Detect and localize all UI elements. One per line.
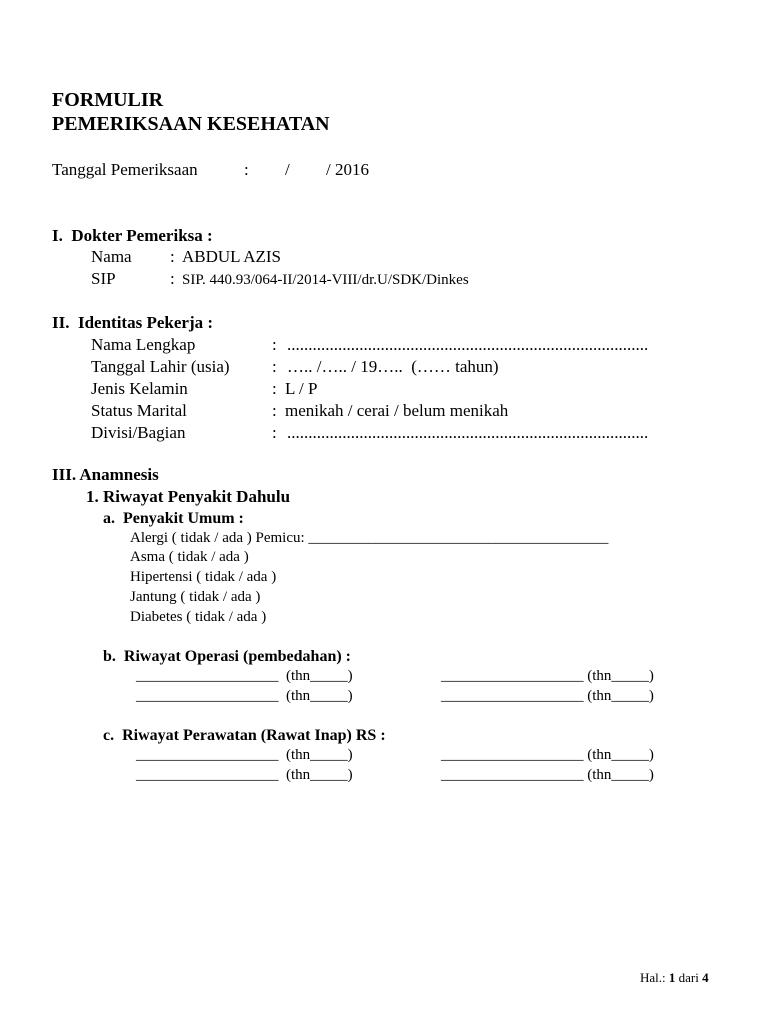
doctor-name-label: Nama [91,247,132,266]
hospitalization-line-left: ___________________ (thn_____) [136,767,353,783]
heart-item: Jantung ( tidak / ada ) [130,589,261,605]
doctor-sip-value: SIP. 440.93/064-II/2014-VIII/dr.U/SDK/Dinkes [182,272,469,288]
form-title-line2: PEMERIKSAAN KESEHATAN [52,113,330,135]
worker-division-field: ..................................................................................... [287,423,649,442]
section3-heading: III. Anamnesis [52,465,159,484]
exam-date-label: Tanggal Pemeriksaan [52,160,198,179]
worker-birthdate-colon: : [272,357,277,376]
page-indicator [640,970,709,986]
hospitalization-line-left: ___________________ (thn_____) [136,747,353,763]
hypertension-item: Hipertensi ( tidak / ada ) [130,569,277,585]
hospitalization-heading: c. Riwayat Perawatan (Rawat Inap) RS : [103,727,386,744]
surgery-history-heading: b. Riwayat Operasi (pembedahan) : [103,648,352,665]
doctor-name-colon: : [170,247,175,266]
worker-gender-label: Jenis Kelamin [91,379,188,398]
worker-marital-colon: : [272,401,277,420]
exam-date-colon: : [244,160,249,179]
surgery-line-left: ___________________ (thn_____) [136,668,353,684]
worker-gender-options: L / P [285,379,318,398]
hospitalization-line-right: ___________________ (thn_____) [441,747,654,763]
page-of-label: dari [678,970,699,985]
section2-heading: II. Identitas Pekerja : [52,313,214,332]
worker-division-colon: : [272,423,277,442]
doctor-name-value: ABDUL AZIS [182,247,282,266]
doctor-sip-colon: : [170,269,175,288]
surgery-line-right: ___________________ (thn_____) [441,668,654,684]
worker-birthdate-label: Tanggal Lahir (usia) [91,357,230,376]
doctor-sip-label: SIP [91,269,116,288]
diabetes-item: Diabetes ( tidak / ada ) [130,609,267,625]
worker-fullname-colon: : [272,335,277,354]
form-title-line1: FORMULIR [52,89,164,111]
exam-date-year: / 2016 [326,160,369,179]
section1-heading: I. Dokter Pemeriksa : [52,226,213,245]
worker-birthdate-field: ….. /….. / 19….. (…… tahun) [287,357,499,376]
hospitalization-line-right: ___________________ (thn_____) [441,767,654,783]
total-pages: 4 [702,970,709,985]
worker-marital-label: Status Marital [91,401,187,420]
asthma-item: Asma ( tidak / ada ) [130,549,249,565]
worker-division-label: Divisi/Bagian [91,423,186,442]
worker-gender-colon: : [272,379,277,398]
surgery-line-right: ___________________ (thn_____) [441,688,654,704]
exam-date-sep1: / [285,160,290,179]
surgery-line-left: ___________________ (thn_____) [136,688,353,704]
worker-fullname-label: Nama Lengkap [91,335,196,354]
page-label: Hal.: [640,970,666,985]
current-page: 1 [668,970,676,985]
worker-fullname-field: ..................................................................................... [287,335,649,354]
general-disease-heading: a. Penyakit Umum : [103,510,244,527]
history-heading: 1. Riwayat Penyakit Dahulu [86,487,291,506]
worker-marital-options: menikah / cerai / belum menikah [285,401,509,420]
allergy-item: Alergi ( tidak / ada ) Pemicu: ________________________________________ [130,530,609,546]
